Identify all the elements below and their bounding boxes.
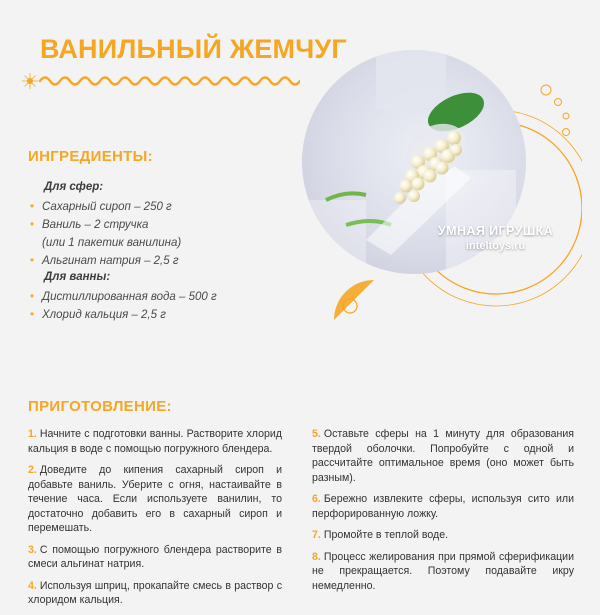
preparation-heading: ПРИГОТОВЛЕНИЕ: [28, 398, 172, 415]
step-3: 3. С помощью погружного блендера растворите в смеси альгинат натрия. [28, 543, 282, 570]
list-item: • Сахарный сироп – 250 г [30, 198, 181, 216]
step-5: 5. Оставьте сферы на 1 минуту для образования твердой оболочки. Попробуйте с одной и рассчитайте оптимальное время (оно может быть разным). [312, 428, 574, 484]
recipe-photo [296, 50, 582, 336]
wave-divider [0, 70, 300, 92]
bullet-icon: • [30, 201, 35, 213]
steps-column-left [28, 427, 282, 615]
bath-label: Для ванны: [44, 271, 111, 283]
ingredients-heading: ИНГРЕДИЕНТЫ: [28, 148, 153, 165]
page-title: ВАНИЛЬНЫЙ ЖЕМЧУГ [40, 34, 347, 64]
spheres-ingredient-list [30, 198, 181, 270]
step-1: 1. Начните с подготовки ванны. Растворите хлорид кальция в воде с помощью погружного блендера. [28, 428, 282, 455]
list-item: (или 1 пакетик ванилина) [42, 237, 182, 249]
list-item: • Ваниль – 2 стручка [30, 216, 181, 234]
list-item: • Дистиллированная вода – 500 г [30, 288, 217, 306]
step-4: 4. Используя шприц, прокапайте смесь в раствор с хлоридом кальция. [28, 579, 282, 606]
step-6: 6. Бережно извлеките сферы, используя сито или перфорированную ложку. [312, 493, 574, 520]
photo-decoration [296, 50, 582, 336]
bullet-icon: • [30, 219, 35, 231]
step-7: 7. Промойте в теплой воде. [312, 529, 449, 541]
bullet-icon: • [30, 255, 35, 267]
bullet-icon: • [30, 309, 35, 321]
watermark-url: inteltoys.ru [465, 240, 526, 252]
spheres-label: Для сфер: [44, 181, 104, 193]
step-2: 2. Доведите до кипения сахарный сироп и добавьте ваниль. Уберите с огня, настаивайте в течение часа. Если используете ванилин, то достаточно добавить его в сахарный сироп и перемешать. [28, 464, 282, 534]
steps-column-right [312, 427, 574, 600]
bath-ingredient-list [30, 288, 217, 324]
bullet-icon: • [30, 291, 35, 303]
watermark-name: УМНАЯ ИГРУШКА [438, 224, 554, 238]
step-8: 8. Процесс желирования при прямой сферификации не прекращается. Поэтому подавайте икру немедленно. [312, 550, 574, 592]
watermark-logo [438, 224, 553, 252]
list-item: • Хлорид кальция – 2,5 г [30, 306, 217, 324]
list-item: • Альгинат натрия – 2,5 г [30, 252, 181, 270]
